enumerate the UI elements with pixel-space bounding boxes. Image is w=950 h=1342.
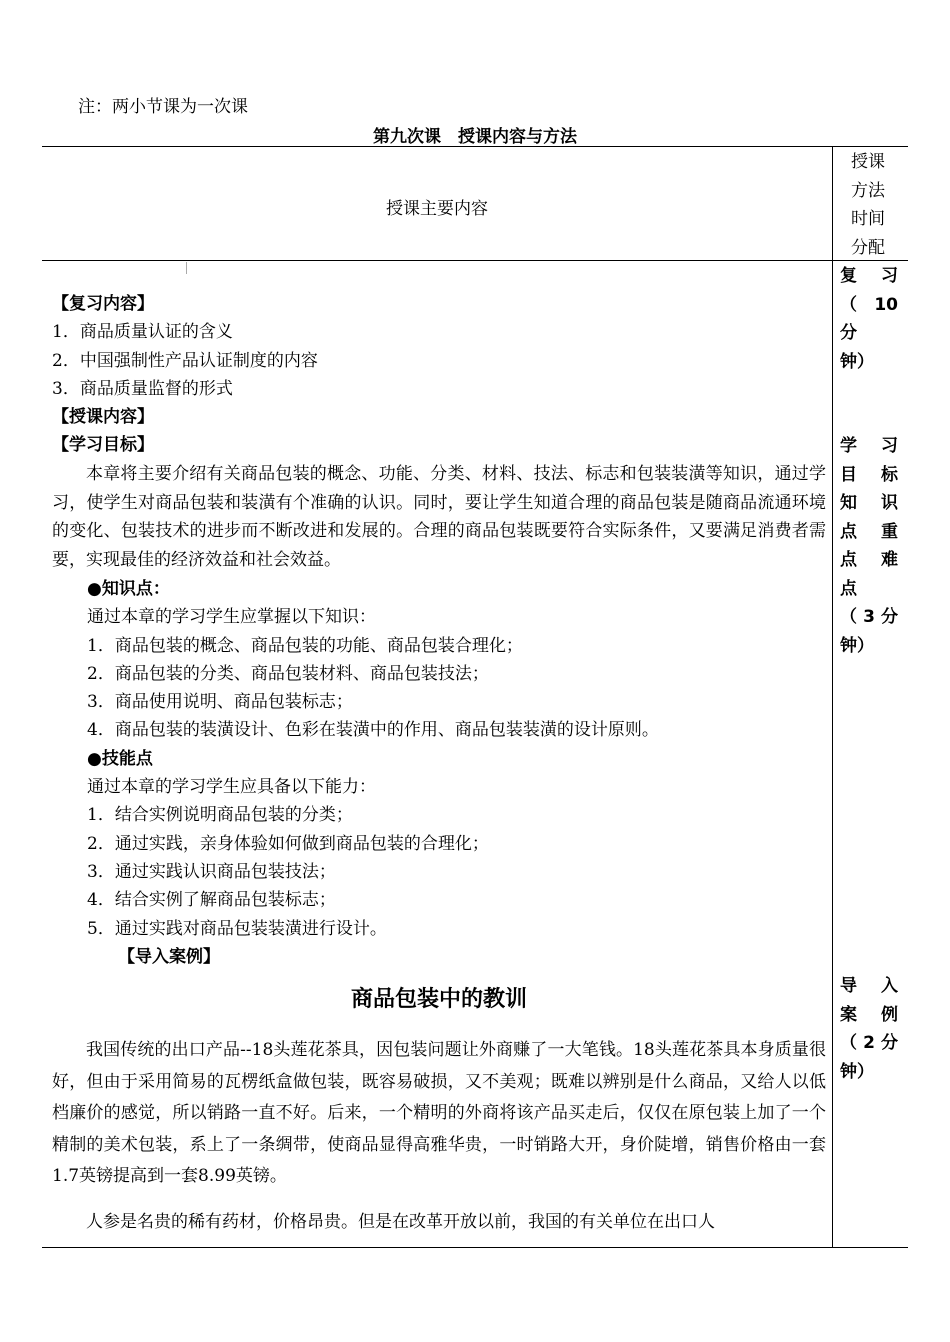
cell-tick-mark [186, 262, 187, 274]
side-note-line: 导 入 [840, 976, 898, 996]
case-heading: 【导入案例】 [118, 946, 220, 967]
side-note-line: 案 例 [840, 1004, 898, 1025]
skills-item: 5．通过实践对商品包装装潢进行设计。 [87, 918, 387, 939]
skills-item: 2．通过实践，亲身体验如何做到商品包装的合理化； [87, 833, 489, 854]
skills-item: 4．结合实例了解商品包装标志； [87, 890, 336, 911]
side-note-line: 分 [840, 323, 857, 343]
table-header-divider [42, 260, 908, 261]
knowledge-item: 2．商品包装的分类、商品包装材料、商品包装技法； [87, 663, 489, 684]
table-bottom-border [42, 1247, 908, 1248]
side-note-line: 点 难 [840, 550, 898, 570]
header-method-time [838, 148, 898, 262]
table-column-divider [832, 146, 833, 1248]
skills-heading: ●技能点 [87, 748, 153, 769]
header-side-line: 分配 [851, 237, 885, 258]
side-note-line: 学 习 [840, 436, 898, 456]
side-note-line: （2分 [840, 1033, 898, 1053]
side-note-line: 目 标 [840, 464, 898, 485]
review-heading: 【复习内容】 [52, 294, 154, 314]
review-item: 1．商品质量认证的含义 [52, 322, 233, 343]
side-note-line: 钟） [840, 1061, 874, 1082]
side-note-line: 知 识 [840, 493, 898, 513]
knowledge-item: 3．商品使用说明、商品包装标志； [87, 692, 353, 713]
lesson-content [52, 290, 826, 1238]
case-paragraph: 人参是名贵的稀有药材，价格昂贵。但是在改革开放以前，我国的有关单位在出口人 [86, 1211, 715, 1232]
lesson-title: 第九次课 授课内容与方法 [373, 127, 577, 147]
table-top-border [42, 146, 908, 147]
review-item: 3．商品质量监督的形式 [52, 378, 233, 399]
teaching-heading: 【授课内容】 [52, 407, 154, 428]
side-note-line: 复 习 [840, 266, 898, 286]
review-item: 2．中国强制性产品认证制度的内容 [52, 350, 318, 371]
side-note-line: 点 [840, 578, 857, 599]
side-note-line: （ 10 [840, 294, 898, 315]
objectives-paragraph: 本章将主要介绍有关商品包装的概念、功能、分类、材料、技法、标志和包装装潢等知识，通过学习，使学生对商品包装和装潢有个准确的认识。同时，要让学生知道合理的商品包装是随商品流通环境的变化、包装技术的进步而不断改进和发展的。合理的商品包装既要符合实际条件，又要满足消费者需要，实现最佳的经济效益和社会效益。 [52, 463, 826, 571]
side-note-line: 钟） [840, 351, 874, 372]
header-main-content: 授课主要内容 [386, 199, 488, 219]
side-note-line: （3分 [840, 607, 898, 627]
objectives-heading: 【学习目标】 [52, 435, 154, 456]
case-paragraph: 我国传统的出口产品--18头莲花茶具，因包装问题让外商赚了一大笔钱。18头莲花茶具本身质量很好，但由于采用简易的瓦楞纸盒做包装，既容易破损，又不美观；既难以辨别是什么商品，又给人以低档廉价的感觉，所以销路一直不好。后来，一个精明的外商将该产品买走后，仅仅在原包装上加了一个精制的美术包装，系上了一条绸带，使商品显得高雅华贵，一时销路大开，身价陡增，销售价格由一套1.7英镑提高到一套8.99英镑。 [52, 1040, 826, 1187]
knowledge-intro: 通过本章的学习学生应掌握以下知识： [87, 607, 376, 628]
case-title: 商品包装中的教训 [350, 986, 527, 1013]
knowledge-item: 1．商品包装的概念、商品包装的功能、商品包装合理化； [87, 635, 523, 656]
skills-item: 1．结合实例说明商品包装的分类； [87, 805, 353, 826]
side-note-objectives [840, 432, 898, 660]
header-side-line: 授课 [851, 152, 885, 172]
header-side-line: 方法 [851, 180, 885, 201]
side-note-line: 钟） [840, 635, 874, 656]
side-note-line: 点 重 [840, 521, 898, 542]
knowledge-item: 4．商品包装的装潢设计、色彩在装潢中的作用、商品包装装潢的设计原则。 [87, 720, 659, 741]
header-side-line: 时间 [851, 209, 885, 229]
side-note-case [840, 972, 898, 1086]
knowledge-heading: ●知识点： [87, 578, 170, 599]
skills-intro: 通过本章的学习学生应具备以下能力： [87, 777, 376, 798]
skills-item: 3．通过实践认识商品包装技法； [87, 861, 336, 882]
course-note: 注：两小节课为一次课 [78, 97, 248, 117]
side-note-review [840, 262, 898, 376]
